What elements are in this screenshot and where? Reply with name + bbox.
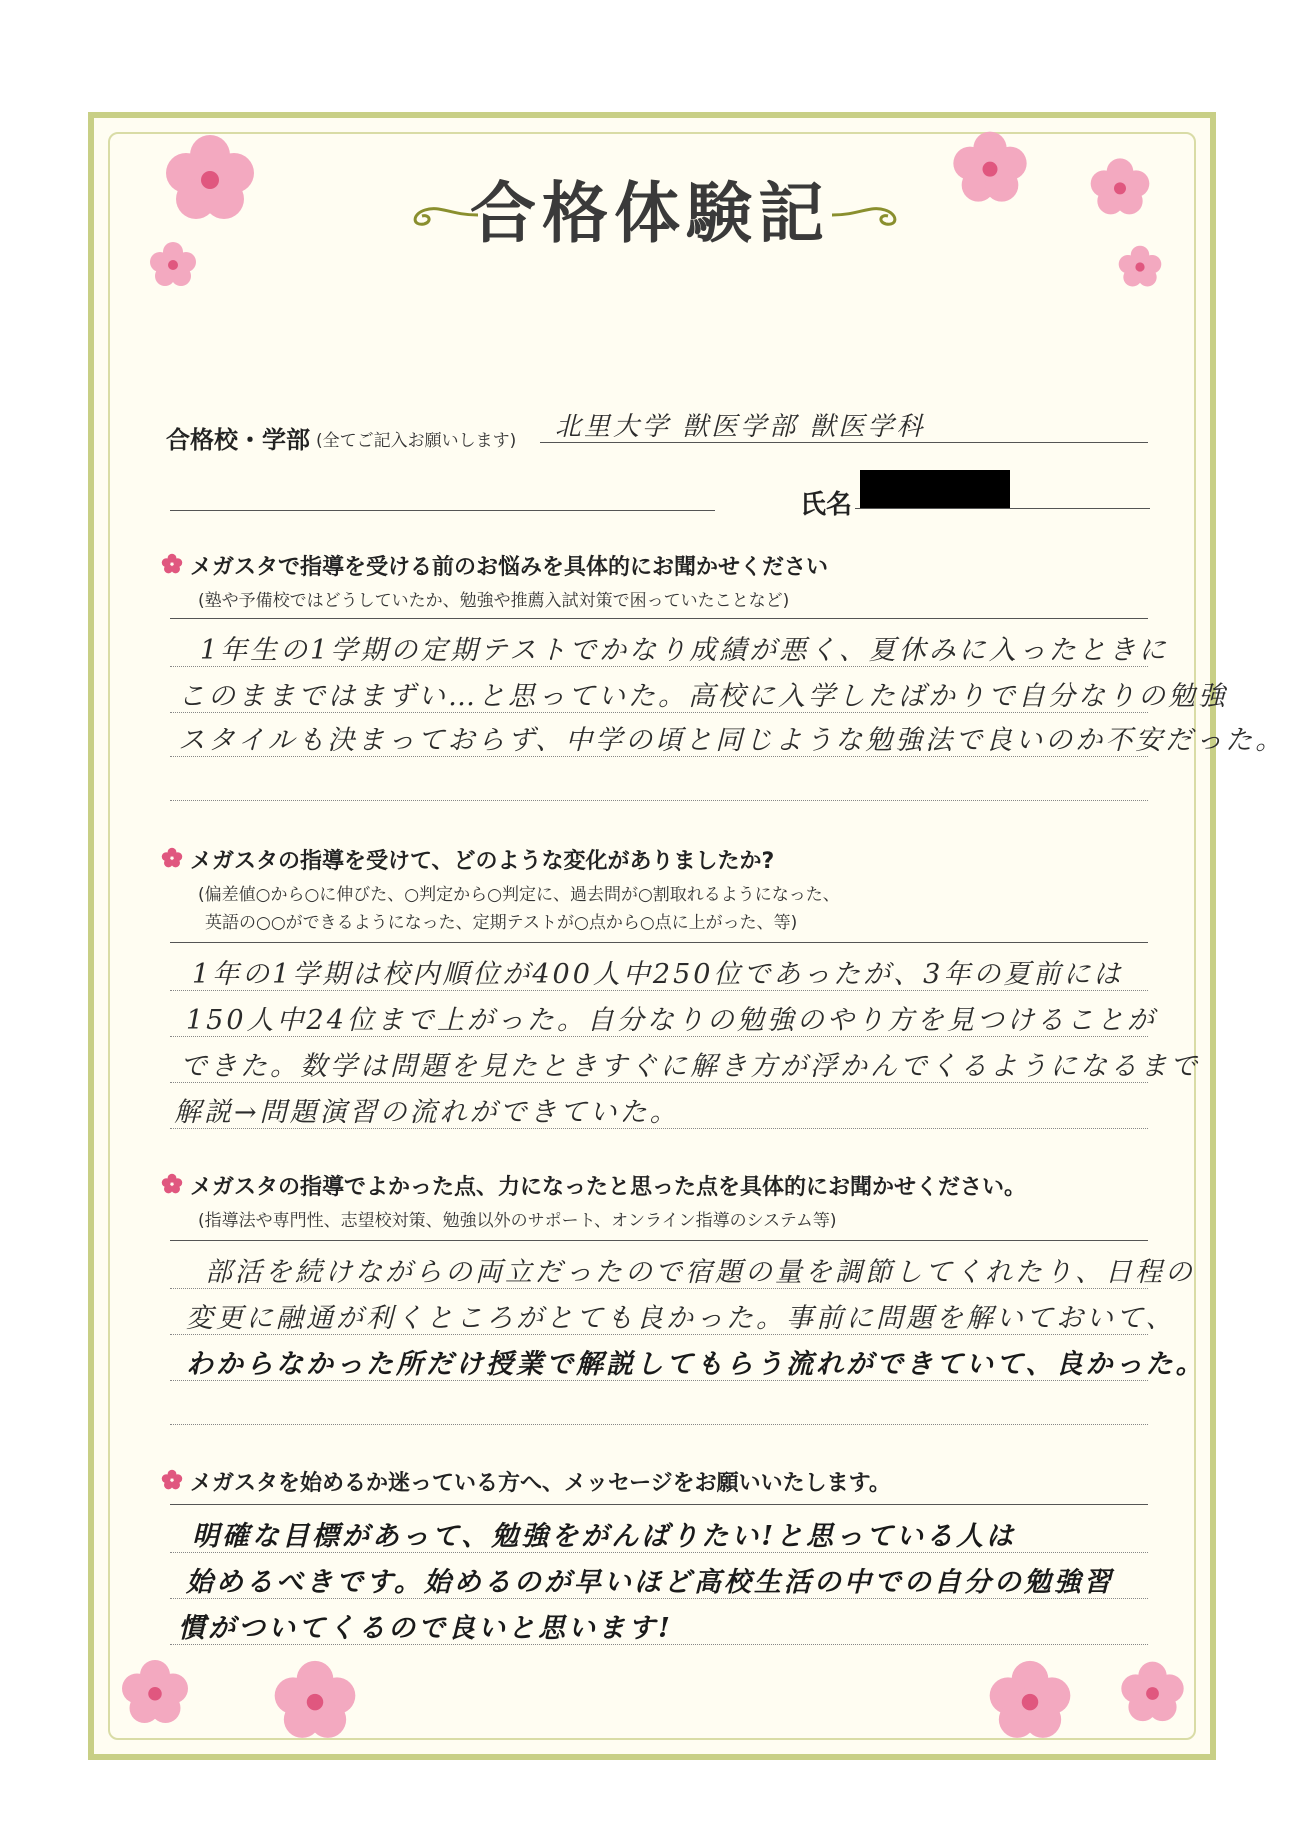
q1-answer-line-2: このままではまずい…と思っていた。高校に入学したばかりで自分なりの勉強 <box>178 681 1228 712</box>
rule-line <box>170 1424 1148 1425</box>
rule-line <box>170 990 1148 991</box>
school-label: 合格校・学部 <box>166 426 310 454</box>
q3-subtitle: (指導法や専門性、志望校対策、勉強以外のサポート、オンライン指導のシステム等) <box>198 1211 837 1231</box>
q1-top-line <box>170 618 1148 619</box>
flourish-right-icon <box>830 200 920 230</box>
rule-line <box>170 1598 1148 1599</box>
school-line-2 <box>170 510 715 511</box>
rule-line <box>170 666 1148 667</box>
name-label: 氏名 <box>800 490 853 520</box>
q2-answer-line-4: 解説→問題演習の流れができていた。 <box>174 1097 680 1128</box>
school-value: 北里大学 獣医学部 獣医学科 <box>555 412 926 442</box>
q2-answer-line-1: 1年の1学期は校内順位が400人中250位であったが、3年の夏前には <box>192 959 1124 990</box>
q1-title: メガスタで指導を受ける前のお悩みを具体的にお聞かせください <box>190 555 829 580</box>
q2-subtitle-2: 英語の○○ができるようになった、定期テストが○点から○点に上がった、等) <box>205 913 798 933</box>
rule-line <box>170 756 1148 757</box>
q3-title: メガスタの指導でよかった点、力になったと思った点を具体的にお聞かせください。 <box>190 1175 1027 1200</box>
q2-answer-line-3: できた。数学は問題を見たときすぐに解き方が浮かんでくるようになるまで <box>180 1051 1200 1082</box>
rule-line <box>170 1288 1148 1289</box>
rule-line <box>170 712 1148 713</box>
q2-top-line <box>170 942 1148 943</box>
q3-top-line <box>170 1240 1148 1241</box>
q2-title: メガスタの指導を受けて、どのような変化がありましたか? <box>190 849 775 874</box>
sakura-decoration-bottom-right <box>1110 1650 1195 1730</box>
school-note: (全てご記入お願いします) <box>316 431 517 451</box>
q4-answer-line-2: 始めるべきです。始めるのが早いほど高校生活の中での自分の勉強習 <box>186 1567 1114 1598</box>
page-title: 合格体験記 <box>470 174 830 252</box>
sakura-bullet-icon <box>160 1172 184 1196</box>
name-line <box>855 508 1150 509</box>
q1-answer-line-3: スタイルも決まっておらず、中学の頃と同じような勉強法で良いのか不安だった。 <box>178 725 1286 756</box>
rule-line <box>170 1380 1148 1381</box>
page-title-wrap <box>0 160 1300 255</box>
rule-line <box>170 1082 1148 1083</box>
sakura-bullet-icon <box>160 846 184 870</box>
school-line <box>540 442 1148 443</box>
q3-answer-line-2: 変更に融通が利くところがとても良かった。事前に問題を解いておいて、 <box>186 1303 1176 1334</box>
rule-line <box>170 1644 1148 1645</box>
page-frame-inner <box>108 132 1196 1740</box>
q3-answer-line-3: わからなかった所だけ授業で解説してもらう流れができていて、良かった。 <box>186 1349 1206 1380</box>
sakura-bullet-icon <box>160 1468 184 1492</box>
rule-line <box>170 1552 1148 1553</box>
q3-answer-line-1: 部活を続けながらの両立だったので宿題の量を調節してくれたり、日程の <box>205 1257 1195 1288</box>
q4-title: メガスタを始めるか迷っている方へ、メッセージをお願いいたします。 <box>190 1471 891 1496</box>
rule-line <box>170 1128 1148 1129</box>
rule-line <box>170 1334 1148 1335</box>
q4-answer-line-1: 明確な目標があって、勉強をがんばりたい!と思っている人は <box>192 1521 1017 1552</box>
rule-line <box>170 1036 1148 1037</box>
q1-subtitle: (塾や予備校ではどうしていたか、勉強や推薦入試対策で困っていたことなど) <box>198 591 790 611</box>
q4-answer-line-3: 慣がついてくるので良いと思います! <box>178 1613 673 1644</box>
q4-top-line <box>170 1504 1148 1505</box>
sakura-decoration-bottom-center-left <box>260 1650 370 1745</box>
rule-line <box>170 800 1148 801</box>
q1-answer-line-1: 1年生の1学期の定期テストでかなり成績が悪く、夏休みに入ったときに <box>200 635 1169 666</box>
sakura-decoration-bottom-center-right <box>975 1650 1085 1745</box>
sakura-decoration-bottom-left <box>110 1650 200 1730</box>
q2-subtitle-1: (偏差値○から○に伸びた、○判定から○判定に、過去問が○割取れるようになった、 <box>198 885 840 905</box>
sakura-bullet-icon <box>160 552 184 576</box>
name-redaction <box>860 470 1010 508</box>
q2-answer-line-2: 150人中24位まで上がった。自分なりの勉強のやり方を見つけることが <box>186 1005 1157 1036</box>
